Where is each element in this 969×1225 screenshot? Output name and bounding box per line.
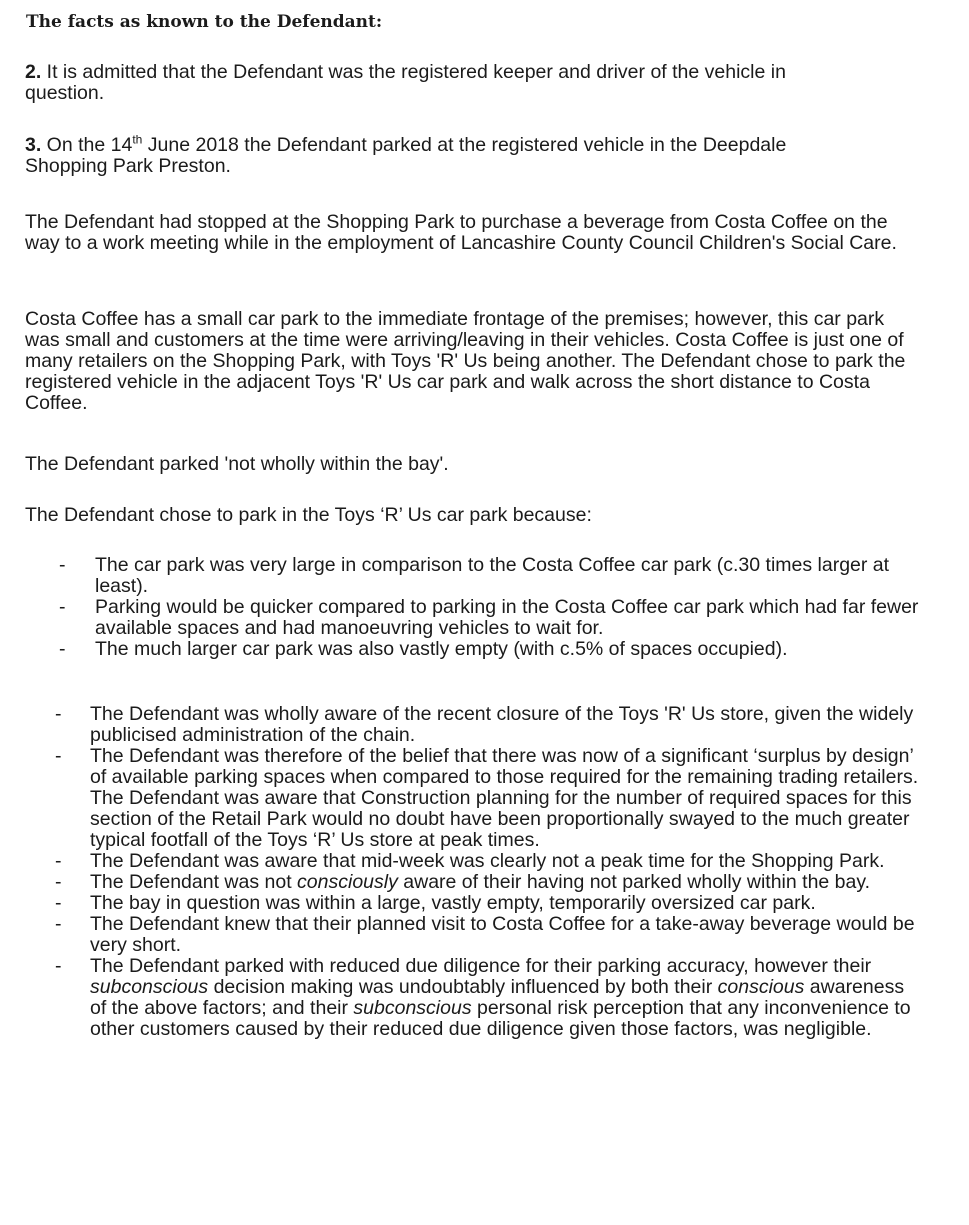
list-dash: - xyxy=(59,638,66,660)
paragraph-3 xyxy=(25,132,845,177)
list-item-text: The Defendant was therefore of the belief that there was now of a significant ‘surplus by design’ of available parking spaces when compared to those required for the remaining trading retailers. The Defendant was aware that Construction planning for the number of required spaces for this section of the Retail Park would no doubt have been proportionally swayed to the much greater typical footfall of the Toys ‘R’ Us store at peak times. xyxy=(90,745,919,851)
list-item-text-start: The Defendant was not xyxy=(90,871,298,893)
list-item-text: The Defendant knew that their planned visit to Costa Coffee for a take-away beverage would be very short. xyxy=(90,913,915,956)
paragraph-text-end: June 2018 the Defendant parked at the registered vehicle in the Deepdale Shopping Park Preston. xyxy=(25,134,787,177)
list-dash: - xyxy=(59,554,66,576)
paragraph-2 xyxy=(25,62,845,104)
paragraph-6: The Defendant parked 'not wholly within the bay'. xyxy=(25,453,449,475)
list-item-text: The Defendant was aware that mid-week was clearly not a peak time for the Shopping Park. xyxy=(90,850,885,872)
list-item-text-end: aware of their having not parked wholly within the bay. xyxy=(397,871,871,893)
list-dash: - xyxy=(55,955,62,977)
list-dash: - xyxy=(55,892,62,914)
paragraph-text: It is admitted that the Defendant was the registered keeper and driver of the vehicle in question. xyxy=(25,61,786,104)
list-item xyxy=(55,850,925,872)
list-dash: - xyxy=(55,850,62,872)
list-dash: - xyxy=(55,913,62,935)
section-heading: The facts as known to the Defendant: xyxy=(26,12,383,32)
paragraph-number: 2. xyxy=(25,61,42,83)
list-item-text-d: personal risk perception that any inconvenience to other customers caused by their reduced due diligence given those factors, was negligible. xyxy=(90,997,911,1040)
paragraph-5: Costa Coffee has a small car park to the immediate frontage of the premises; however, this car park was small and customers at the time were arriving/leaving in their vehicles. Costa Coffee is just one of many retailers on the Shopping Park, with Toys 'R' Us being another. The Defendant chose to park the registered vehicle in the adjacent Toys 'R' Us car park and walk across the short distance to Costa Coffee. xyxy=(25,308,906,414)
list-item-text: Parking would be quicker compared to parking in the Costa Coffee car park which had far fewer available spaces and had manoeuvring vehicles to wait for. xyxy=(95,596,919,639)
paragraph-4: The Defendant had stopped at the Shopping Park to purchase a beverage from Costa Coffee on the way to a work meeting while in the employment of Lancashire County Council Children's Social Care. xyxy=(25,211,897,254)
list-item-text-a: The Defendant parked with reduced due diligence for their parking accuracy, however their xyxy=(90,955,872,977)
emphasis-text: subconscious xyxy=(353,997,472,1019)
list-item-text: The much larger car park was also vastly empty (with c.5% of spaces occupied). xyxy=(95,638,788,660)
paragraph-number: 3. xyxy=(25,134,42,156)
reasons-list xyxy=(59,554,925,660)
list-item xyxy=(59,596,925,639)
list-item xyxy=(55,892,925,914)
list-dash: - xyxy=(55,703,62,725)
list-dash: - xyxy=(55,871,62,893)
ordinal-suffix: th xyxy=(132,132,143,147)
list-item xyxy=(59,554,925,597)
list-dash: - xyxy=(59,596,66,618)
list-item xyxy=(55,745,925,851)
list-item-text: The Defendant was wholly aware of the recent closure of the Toys 'R' Us store, given the widely publicised administration of the chain. xyxy=(90,703,914,746)
awareness-list xyxy=(55,703,925,1040)
emphasis-text: conscious xyxy=(717,976,805,998)
paragraph-text-start: On the 14 xyxy=(41,134,133,156)
list-item-text-c: awareness of the above factors; and their xyxy=(90,976,905,1019)
list-item xyxy=(55,955,925,1040)
list-item xyxy=(55,703,925,746)
list-dash: - xyxy=(55,745,62,767)
emphasis-text: consciously xyxy=(297,871,398,893)
list-item-text: The car park was very large in comparison to the Costa Coffee car park (c.30 times larger at least). xyxy=(95,554,890,597)
list-item-text-b: decision making was undoubtably influenced by both their xyxy=(208,976,718,998)
list-item-text: The bay in question was within a large, vastly empty, temporarily oversized car park. xyxy=(90,892,816,914)
list-item xyxy=(59,638,925,660)
paragraph-7: The Defendant chose to park in the Toys ‘R’ Us car park because: xyxy=(25,504,592,526)
emphasis-text: subconscious xyxy=(90,976,209,998)
list-item xyxy=(55,871,925,893)
list-item xyxy=(55,913,925,956)
